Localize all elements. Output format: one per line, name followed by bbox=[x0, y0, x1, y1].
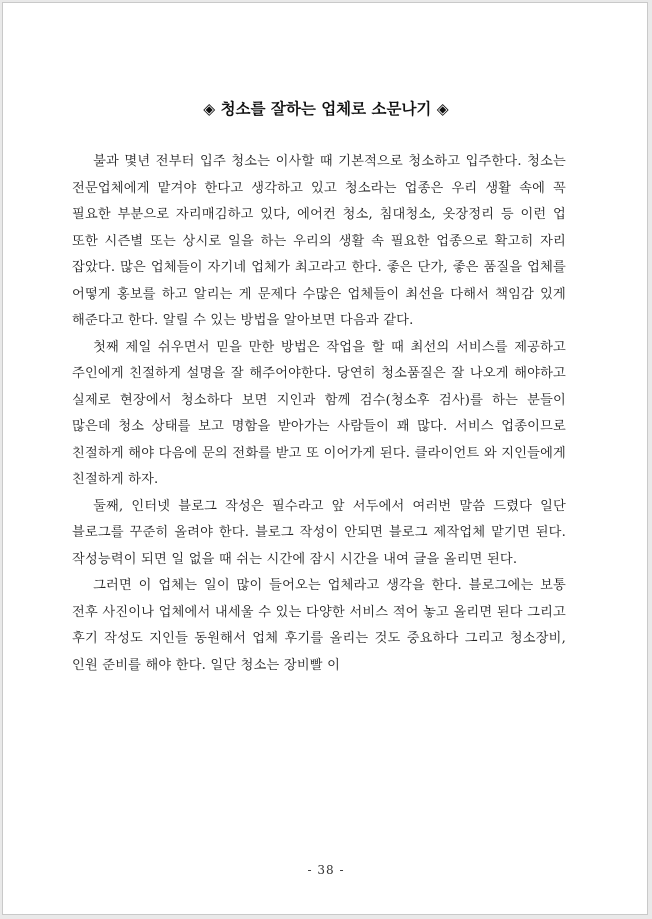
document-title: ◈ 청소를 잘하는 업체로 소문나기 ◈ bbox=[203, 100, 449, 118]
document-page bbox=[2, 2, 648, 915]
document-body bbox=[72, 149, 566, 679]
page-number: - 38 - bbox=[307, 863, 345, 877]
paragraph-4: 그러면 이 업체는 일이 많이 들어오는 업체라고 생각을 한다. 블로그에는 보통 전후 사진이나 업체에서 내세울 수 있는 다양한 서비스 적어 놓고 올리면 된다 그리고 후기 작성도 지인들 동원해서 업체 후기를 올리는 것도 중요하다 그리고 청소장비, 인원 준비를 해야 한다. 일단 청소는 장비빨 이 bbox=[72, 578, 566, 673]
paragraph-2: 첫째 제일 쉬우면서 믿을 만한 방법은 작업을 할 때 최선의 서비스를 제공하고 주인에게 친절하게 설명을 잘 해주어야한다. 당연히 청소품질은 잘 나오게 해야하고 실제로 현장에서 청소하다 보면 지인과 함께 검수(청소후 검사)를 하는 분들이 많은데 청소 상태를 보고 명함을 받아가는 사람들이 꽤 많다. 서비스 업종이므로 친절하게 해야 다음에 문의 전화를 받고 또 이어가게 된다. 클라이언트 와 지인들에게 친절하게 하자. bbox=[72, 339, 566, 487]
paragraph-1: 불과 몇년 전부터 입주 청소는 이사할 때 기본적으로 청소하고 입주한다. 청소는 전문업체에게 맡겨야 한다고 생각하고 있고 청소라는 업종은 우리 생활 속에 꼭 필요한 부분으로 자리매김하고 있다, 에어컨 청소, 침대청소, 옷장정리 등 이런 업 또한 시즌별 또는 상시로 일을 하는 우리의 생활 속 필요한 업종으로 확고히 자리 잡았다. 많은 업체들이 자기네 업체가 최고라고 한다. 좋은 단가, 좋은 품질을 업체를 어떻게 홍보를 하고 알리는 게 문제다 수많은 업체들이 최선을 다해서 책임감 있게 해준다고 한다. 알릴 수 있는 방법을 알아보면 다음과 같다. bbox=[72, 154, 566, 328]
paragraph-3: 둘째, 인터넷 블로그 작성은 필수라고 앞 서두에서 여러번 말씀 드렸다 일단 블로그를 꾸준히 올려야 한다. 블로그 작성이 안되면 블로그 제작업체 맡기면 된다. 작성능력이 되면 일 없을 때 쉬는 시간에 잠시 시간을 내여 글을 올리면 된다. bbox=[72, 498, 566, 567]
